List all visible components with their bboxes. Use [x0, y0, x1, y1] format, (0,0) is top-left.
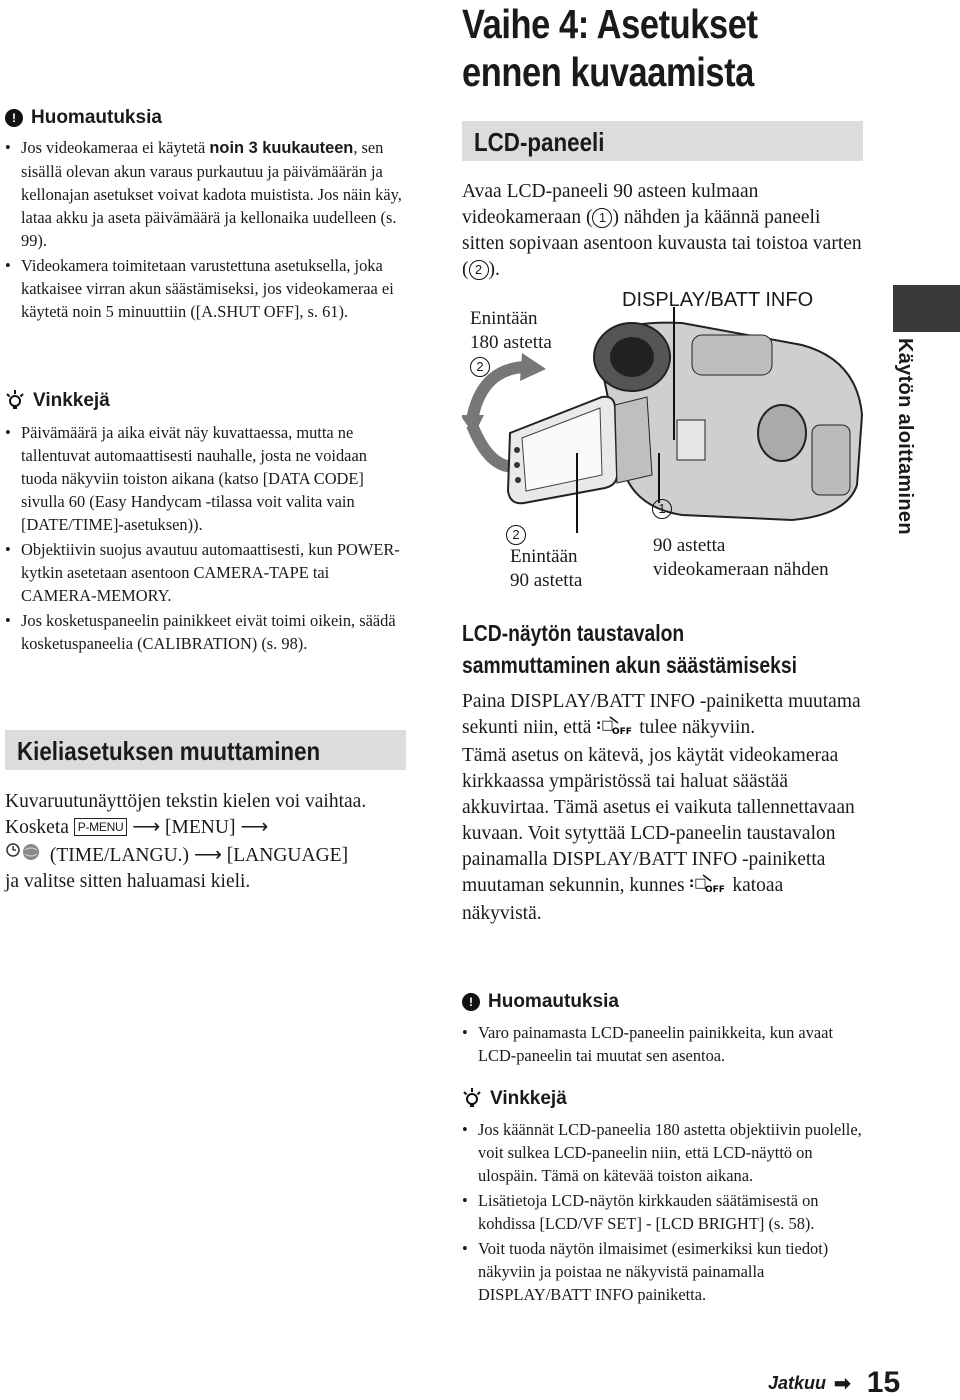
- side-tab-label: [893, 338, 927, 535]
- circled-1-lower-marker: 1: [652, 499, 672, 519]
- page-title-line-2: ennen kuvaamista: [462, 49, 754, 95]
- clock-globe-icon: [5, 841, 45, 869]
- notes-list: [5, 136, 405, 323]
- notes-heading-text: Huomautuksia: [31, 107, 162, 128]
- svg-text:OFF: OFF: [705, 885, 726, 893]
- list-item: • Jos videokameraa ei käytetä noin 3 kuukauteen, sen sisällä olevan akun varaus purkautuu ja päivämäärän ja kellonajan asetukset voivat kadota muistista. Jos näin käy, lataa akku ja aseta päivämäärä ja kellonaika uudelleen (s. 99).: [5, 136, 405, 252]
- notes-list: [462, 1021, 862, 1067]
- lcd-off-icon: [596, 715, 634, 743]
- list-item: • Päivämäärä ja aika eivät näy kuvattaessa, mutta ne tallentuvat automaattisesti nauhalle, josta ne voidaan tuoda näkyviin toiston aikana (katso [DATA CODE] sivulla 60 (Easy Handycam -tilassa voit valita vain [DATE/TIME]-asetuksen)).: [5, 421, 405, 536]
- language-intro: Kuvaruutunäyttöjen tekstin kielen voi vaihtaa.: [5, 791, 367, 812]
- list-item: • Voit tuoda näytön ilmaisimet (esimerkiksi kun tiedot) näkyviin ja poistaa ne näkyvistä painamalla DISPLAY/BATT INFO painiketta.: [462, 1237, 862, 1306]
- svg-text::□: :□: [689, 876, 707, 891]
- page-title: [462, 0, 815, 96]
- arrow-right-icon: ⟶: [240, 817, 269, 838]
- note-icon: !: [462, 993, 480, 1011]
- svg-text:OFF: OFF: [612, 727, 633, 735]
- svg-text::□: :□: [596, 718, 614, 733]
- display-batt-label: DISPLAY/BATT INFO: [622, 289, 814, 311]
- right-notes: [462, 991, 862, 1067]
- arrow-right-icon: ➡: [834, 1372, 851, 1395]
- notes-heading: [462, 991, 862, 1013]
- list-item: • Varo painamasta LCD-paneelin painikkeita, kun avaat LCD-paneelin tai muutat sen asentoa.: [462, 1021, 862, 1067]
- tips-heading: [5, 390, 405, 412]
- circled-2-marker: 2: [470, 357, 490, 377]
- circled-2-lower-marker: 2: [506, 525, 526, 545]
- list-item: • Objektiivin suojus avautuu automaattisesti, kun POWER-kytkin asetetaan asentoon CAMERA-TAPE tai CAMERA-MEMORY.: [5, 538, 405, 607]
- max-180-label: Enintään 180 astetta 2: [470, 307, 552, 379]
- tips-heading: [462, 1088, 862, 1110]
- left-notes: [5, 107, 405, 323]
- page-footer: [768, 1366, 900, 1400]
- side-tab-label-text: Käytön aloittaminen: [894, 338, 916, 535]
- backlight-paragraph-2: Tämä asetus on kätevä, jos käytät videokameraa kirkkaassa ympäristössä tai haluat säästää akkuvirtaa. Tämä asetus ei vaikuta tallennettavaan kuvaan. Voit sytyttää LCD-paneelin taustavalon painamalla DISPLAY/BATT INFO -painiketta muutaman sekunnin, kunnes :□ OFF katoaa näkyvistä.: [462, 745, 855, 924]
- tips-heading-text: Vinkkejä: [33, 390, 110, 411]
- backlight-text: [462, 689, 862, 927]
- deg-90-label: 90 astetta videokameraan nähden: [653, 535, 829, 580]
- lcd-section-title: LCD-paneeli: [462, 121, 863, 161]
- language-steps: Kosketa P-MENU ⟶ [MENU] ⟶ (TIME/LANGU.) ⟶ [LANGUAGE]: [5, 815, 405, 869]
- lightbulb-icon: [5, 390, 25, 412]
- circled-2-marker: 2: [469, 260, 489, 280]
- right-tips: [462, 1088, 862, 1306]
- page-number: 15: [866, 1366, 901, 1399]
- p-menu-button: P-MENU: [74, 818, 128, 836]
- notes-heading: [5, 107, 405, 129]
- left-tips: [5, 390, 405, 655]
- note-icon: !: [5, 109, 23, 127]
- side-tab-marker: [893, 285, 960, 332]
- circled-1-marker: 1: [592, 208, 612, 228]
- list-item: • Jos käännät LCD-paneelia 180 astetta objektiivin puolelle, voit sulkea LCD-paneelin niin, että LCD-näyttö on ulospäin. Tämä on kätevää toiston aikana.: [462, 1118, 862, 1187]
- continue-label: Jatkuu: [768, 1372, 827, 1393]
- list-item: • Lisätietoja LCD-näytön kirkkauden säätämisestä on kohdissa [LCD/VF SET] - [LCD BRIGHT] (s. 58).: [462, 1189, 862, 1235]
- lcd-intro: Avaa LCD-paneeli 90 asteen kulmaan videokameraan ( 1 ) nähden ja käännä paneeli sitten sopivaan asentoon kuvausta tai toistoa varten ( 2 ).: [462, 181, 862, 280]
- tips-list: [462, 1118, 862, 1306]
- language-instructions: [5, 789, 405, 895]
- list-item: • Jos kosketuspaneelin painikkeet eivät toimi oikein, säädä kosketuspaneelia (CALIBRATION) (s. 98).: [5, 609, 405, 655]
- backlight-title: LCD-näytön taustavalon sammuttaminen akun säästämiseksi: [462, 620, 798, 678]
- page-title-line-1: Vaihe 4: Asetukset: [462, 1, 758, 47]
- notes-heading-text: Huomautuksia: [488, 991, 619, 1012]
- arrow-right-icon: ⟶: [132, 817, 161, 838]
- tips-heading-text: Vinkkejä: [490, 1088, 567, 1109]
- arrow-right-icon: ⟶: [193, 845, 222, 866]
- lcd-off-icon: [689, 873, 727, 901]
- lightbulb-icon: [462, 1088, 482, 1110]
- camcorder-diagram: [462, 285, 882, 590]
- language-section-title: Kieliasetuksen muuttaminen: [5, 730, 406, 770]
- backlight-paragraph-1: Paina DISPLAY/BATT INFO -painiketta muutama sekunti niin, että :□ OFF tulee näkyviin.: [462, 689, 862, 743]
- list-item: • Videokamera toimitetaan varustettuna asetuksella, joka katkaisee virran akun säästämiseksi, jos videokameraa ei käytetä noin 5 minuuttiin ([A.SHUT OFF], s. 61).: [5, 254, 405, 323]
- tips-list: [5, 421, 405, 655]
- language-final: ja valitse sitten haluamasi kieli.: [5, 871, 251, 892]
- max-90-label: Enintään 90 astetta: [510, 546, 583, 591]
